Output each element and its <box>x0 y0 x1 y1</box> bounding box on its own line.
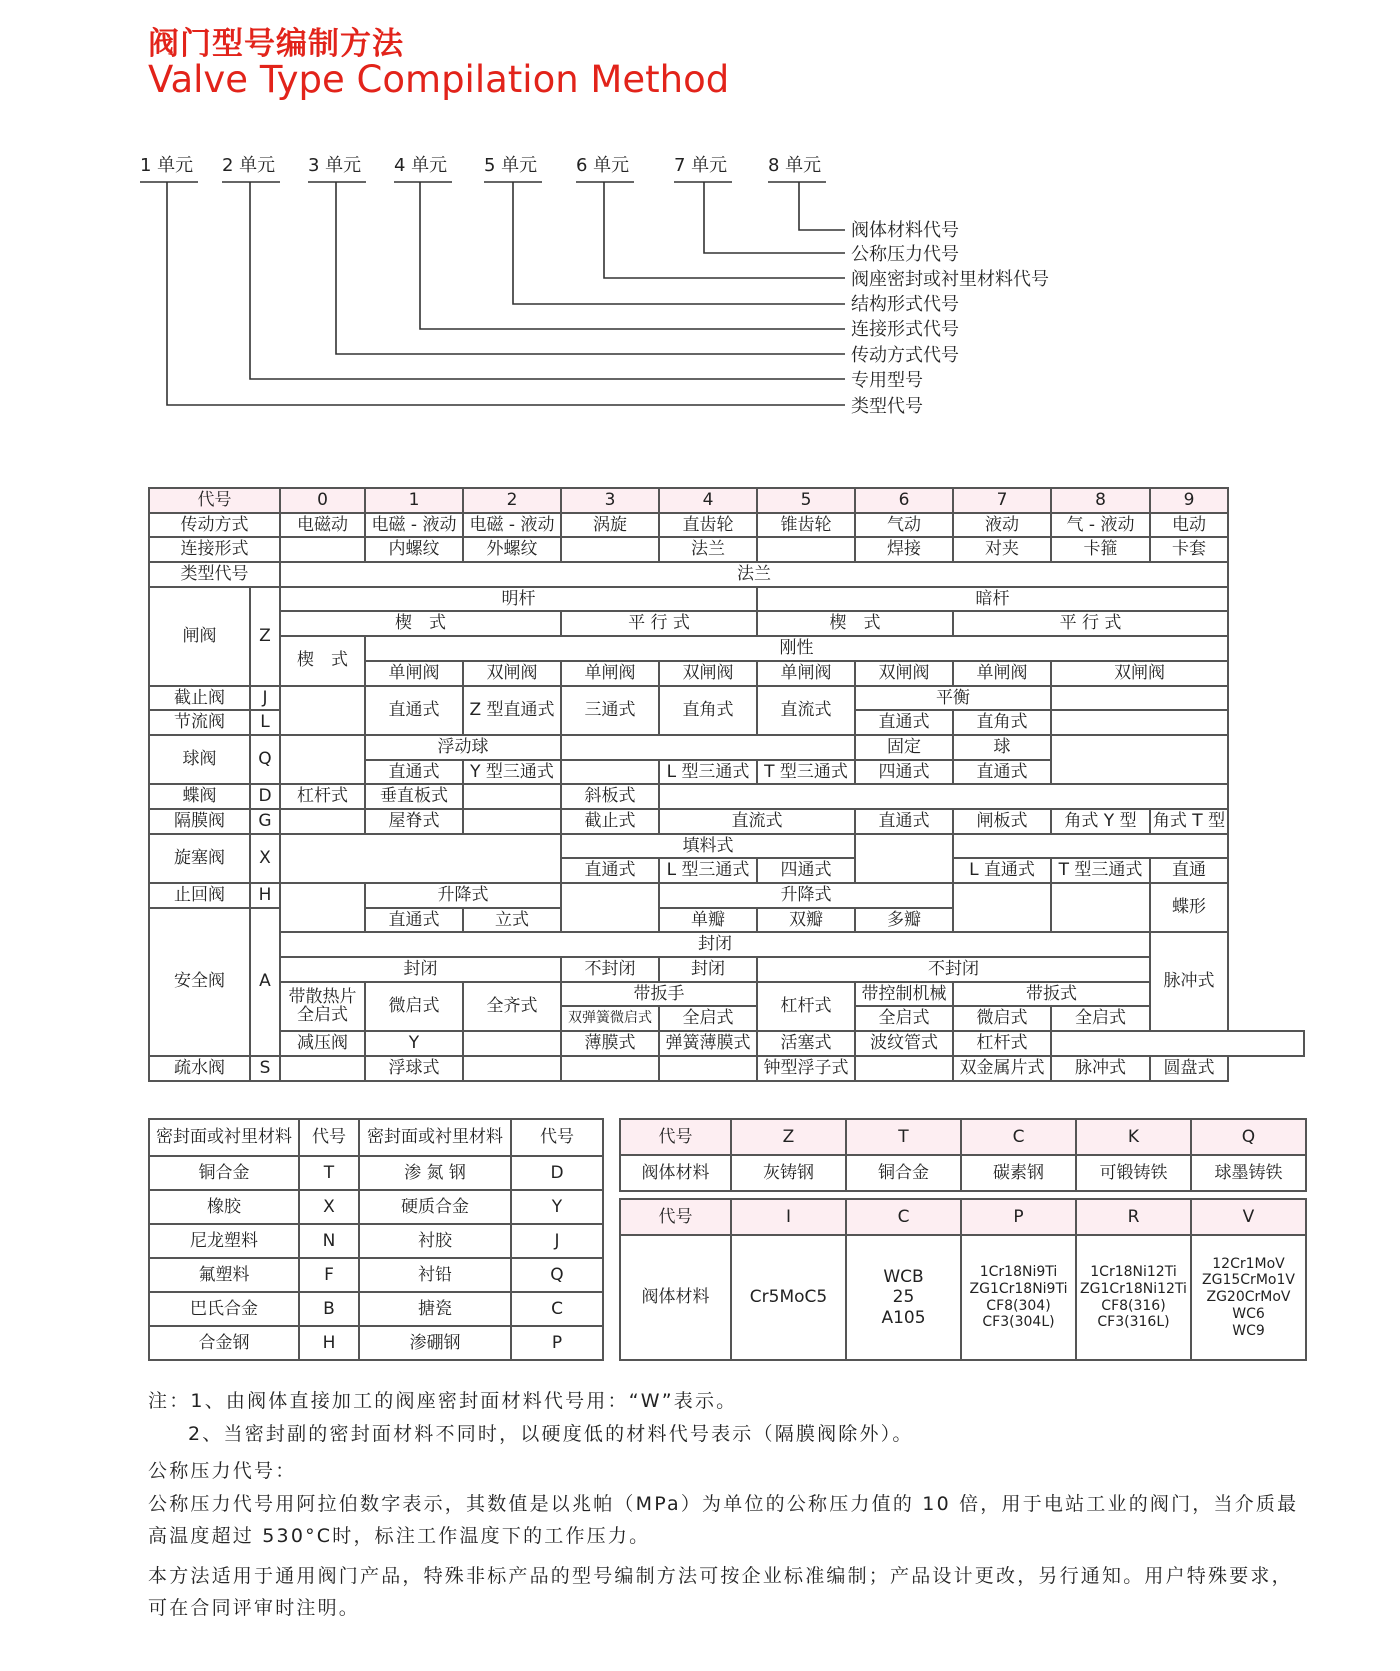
cell: J <box>511 1224 603 1258</box>
material-line: ZG1Cr18Ni9Ti <box>969 1280 1068 1297</box>
material-line: WC6 <box>1232 1305 1265 1322</box>
cell: 球 <box>953 735 1051 760</box>
cell: 明杆 <box>280 587 757 612</box>
cell: 全启式 <box>659 1006 757 1031</box>
cell: 角式 Y 型 <box>1051 809 1150 834</box>
cell: 直通 <box>1150 858 1228 883</box>
cell: 斜板式 <box>561 784 659 809</box>
cell <box>280 1056 365 1081</box>
pressure-heading: 公称压力代号： <box>148 1460 297 1482</box>
label-connection: 连接形式代号 <box>851 319 959 340</box>
cell <box>280 686 365 735</box>
cell: 直通式 <box>953 760 1051 785</box>
cell <box>659 1056 757 1081</box>
cell: 9 <box>1150 488 1228 513</box>
material-line: CF8(316) <box>1101 1297 1166 1314</box>
cell: 填料式 <box>561 834 855 859</box>
cell: 钟型浮子式 <box>757 1056 855 1081</box>
cell: 四通式 <box>855 760 953 785</box>
cell: 橡胶 <box>149 1190 299 1224</box>
cell: 隔膜阀 <box>149 809 250 834</box>
cell <box>463 1031 561 1056</box>
table-row <box>149 1292 603 1326</box>
cell: 直通式 <box>365 686 463 735</box>
cell: 不封闭 <box>757 957 1150 982</box>
table-row <box>149 735 1304 760</box>
cell: 固定 <box>855 735 953 760</box>
cell: 硬质合金 <box>359 1190 511 1224</box>
cell: 薄膜式 <box>561 1031 659 1056</box>
cell: X <box>250 834 280 883</box>
cell: 四通式 <box>757 858 855 883</box>
table-row <box>149 1031 1304 1056</box>
cell: 单闸阀 <box>365 661 463 686</box>
cell: Y 型三通式 <box>463 760 561 785</box>
cell: 带扳手 <box>561 982 757 1007</box>
cell: J <box>250 686 280 711</box>
cell: I <box>731 1199 846 1235</box>
material-line: WCB <box>883 1266 924 1287</box>
cell <box>1051 883 1150 932</box>
cell: 平 行 式 <box>953 611 1228 636</box>
cell <box>953 834 1228 859</box>
cell: Z 型直通式 <box>463 686 561 735</box>
cell: 止回阀 <box>149 883 250 908</box>
table-row <box>149 1326 603 1360</box>
cell: 单闸阀 <box>561 661 659 686</box>
material-line: 12Cr1MoV <box>1212 1255 1285 1272</box>
cell: 减压阀 <box>280 1031 365 1056</box>
cell <box>1051 710 1228 735</box>
cell: 7 <box>953 488 1051 513</box>
cell: C <box>846 1199 961 1235</box>
cell: 搪瓷 <box>359 1292 511 1326</box>
label-seat-seal: 阀座密封或衬里材料代号 <box>851 269 1049 290</box>
body-material-table-2 <box>619 1198 1307 1361</box>
cell: 球阀 <box>149 735 250 784</box>
cell: 连接形式 <box>149 537 280 562</box>
table-row <box>149 1224 603 1258</box>
cell: 杠杆式 <box>953 1031 1051 1056</box>
cell: 法兰 <box>659 537 757 562</box>
unit-6: 6 单元 <box>576 155 630 176</box>
cell: R <box>1076 1199 1191 1235</box>
cell: 双闸阀 <box>855 661 953 686</box>
pressure-text: 公称压力代号用阿拉伯数字表示，其数值是以兆帕（MPa）为单位的公称压力值的 10 倍，用于电站工业的阀门，当介质最高温度超过 530°C时，标注工作温度下的工作压力。 <box>148 1493 1299 1547</box>
cell: 直流式 <box>757 686 855 735</box>
cell: 0 <box>280 488 365 513</box>
cell: 1 <box>365 488 463 513</box>
cell: 铜合金 <box>846 1155 961 1191</box>
cell: 平衡 <box>855 686 1051 711</box>
cell: 双闸阀 <box>1051 661 1228 686</box>
cell: 楔 式 <box>757 611 953 636</box>
cell: 气 - 液动 <box>1051 513 1150 538</box>
cell <box>280 809 365 834</box>
cell: D <box>250 784 280 809</box>
cell: 卡套 <box>1150 537 1228 562</box>
cell: 三通式 <box>561 686 659 735</box>
material-line: A105 <box>881 1307 926 1328</box>
cell <box>280 537 365 562</box>
cell: 杠杆式 <box>280 784 365 809</box>
table-row <box>149 1190 603 1224</box>
cell: 密封面或衬里材料 <box>359 1119 511 1156</box>
cell: 涡旋 <box>561 513 659 538</box>
label-body-material: 阀体材料代号 <box>851 220 959 241</box>
cell: 碳素钢 <box>961 1155 1076 1191</box>
cell: 圆盘式 <box>1150 1056 1228 1081</box>
cell: Q <box>511 1258 603 1292</box>
cell <box>1051 735 1228 784</box>
cell: Q <box>250 735 280 784</box>
table-row <box>620 1119 1306 1155</box>
label-drive: 传动方式代号 <box>851 345 959 366</box>
material-line: ZG20CrMoV <box>1206 1289 1291 1306</box>
cell: Y <box>365 1031 463 1056</box>
cell <box>463 809 561 834</box>
material-line: ZG15CrMo1V <box>1202 1272 1295 1289</box>
table-row <box>149 982 1304 1007</box>
cell <box>561 1056 659 1081</box>
cell: 对夹 <box>953 537 1051 562</box>
cell: 单闸阀 <box>953 661 1051 686</box>
cell: 液动 <box>953 513 1051 538</box>
cell: 楔 式 <box>280 611 561 636</box>
cell: 传动方式 <box>149 513 280 538</box>
cell: 灰铸钢 <box>731 1155 846 1191</box>
unit-5: 5 单元 <box>484 155 538 176</box>
cell: A <box>250 908 280 1056</box>
cell: 铜合金 <box>149 1156 299 1190</box>
cell: 蝶形 <box>1150 883 1228 932</box>
table-row <box>149 1258 603 1292</box>
cell: H <box>250 883 280 908</box>
cell: 脉冲式 <box>1051 1056 1150 1081</box>
table-row <box>620 1155 1306 1191</box>
table-row <box>149 513 1304 538</box>
table-row <box>149 784 1304 809</box>
cell <box>961 1235 1076 1360</box>
cell: 脉冲式 <box>1150 932 1228 1031</box>
cell: 直流式 <box>659 809 855 834</box>
cell: 疏水阀 <box>149 1056 250 1081</box>
material-line: CF3(316L) <box>1097 1314 1170 1331</box>
valve-code-table <box>148 487 1305 1082</box>
cell: T 型三通式 <box>1051 858 1150 883</box>
material-line: 1Cr18Ni9Ti <box>979 1263 1058 1280</box>
table-row <box>620 1199 1306 1235</box>
cell: 代号 <box>299 1119 359 1156</box>
cell: 渗硼钢 <box>359 1326 511 1360</box>
cell: 闸阀 <box>149 587 250 686</box>
cell: 不封闭 <box>561 957 659 982</box>
table-row <box>149 1156 603 1190</box>
cell: 代号 <box>620 1119 731 1155</box>
cell <box>855 834 953 883</box>
cell <box>280 883 365 932</box>
cell <box>463 784 561 809</box>
cell: F <box>299 1258 359 1292</box>
cell <box>561 537 659 562</box>
cell: 球墨铸铁 <box>1191 1155 1306 1191</box>
cell: G <box>250 809 280 834</box>
cell: 截止阀 <box>149 686 250 711</box>
cell: 直通式 <box>855 710 953 735</box>
cell <box>659 784 1228 809</box>
cell: 阀体材料 <box>620 1235 731 1360</box>
cell: 全启式 <box>1051 1006 1150 1031</box>
cell: 3 <box>561 488 659 513</box>
cell: 平 行 式 <box>561 611 757 636</box>
cell: 密封面或衬里材料 <box>149 1119 299 1156</box>
cell: L <box>250 710 280 735</box>
cell: 单瓣 <box>659 908 757 933</box>
cell: 垂直板式 <box>365 784 463 809</box>
cell: 活塞式 <box>757 1031 855 1056</box>
cell: Q <box>1191 1119 1306 1155</box>
table-row <box>149 488 1304 513</box>
cell: 截止式 <box>561 809 659 834</box>
cell: 浮球式 <box>365 1056 463 1081</box>
unit-2: 2 单元 <box>222 155 276 176</box>
table-row <box>149 636 1304 661</box>
cell <box>280 834 561 883</box>
cell: 双金属片式 <box>953 1056 1051 1081</box>
cell: 代号 <box>511 1119 603 1156</box>
cell: 多瓣 <box>855 908 953 933</box>
label-structure: 结构形式代号 <box>851 294 959 315</box>
cell: 闸板式 <box>953 809 1051 834</box>
cell: 可锻铸铁 <box>1076 1155 1191 1191</box>
cell: 双弹簧微启式 <box>561 1006 659 1031</box>
unit-diagram <box>0 150 1400 435</box>
cell: T <box>299 1156 359 1190</box>
cell: 衬胶 <box>359 1224 511 1258</box>
table-row <box>149 1119 603 1156</box>
cell: 电磁 - 液动 <box>365 513 463 538</box>
cell: P <box>961 1199 1076 1235</box>
cell: 角式 T 型 <box>1150 809 1228 834</box>
cell: 升降式 <box>659 883 953 908</box>
cell: 内螺纹 <box>365 537 463 562</box>
cell: 气动 <box>855 513 953 538</box>
table-row <box>149 809 1304 834</box>
page-title-en: Valve Type Compilation Method <box>148 58 730 101</box>
cell: 升降式 <box>365 883 561 908</box>
cell: Cr5MoC5 <box>731 1235 846 1360</box>
cell <box>846 1235 961 1360</box>
cell: 带散热片全启式 <box>280 982 365 1031</box>
cell: X <box>299 1190 359 1224</box>
cell: 渗 氮 钢 <box>359 1156 511 1190</box>
cell: 全齐式 <box>463 982 561 1031</box>
table-row <box>149 562 1304 587</box>
cell: 直通式 <box>855 809 953 834</box>
scope-text: 本方法适用于通用阀门产品，特殊非标产品的型号编制方法可按企业标准编制；产品设计更改，另行通知。用户特殊要求，可在合同评审时注明。 <box>148 1565 1293 1619</box>
material-line: 25 <box>892 1287 915 1308</box>
cell: 直齿轮 <box>659 513 757 538</box>
cell: 杠杆式 <box>757 982 855 1031</box>
cell: 衬铅 <box>359 1258 511 1292</box>
cell: 屋脊式 <box>365 809 463 834</box>
cell <box>855 1056 953 1081</box>
cell: 阀体材料 <box>620 1155 731 1191</box>
note-1: 注：1、由阀体直接加工的阀座密封面材料代号用：“W”表示。 <box>148 1390 738 1412</box>
cell: Z <box>731 1119 846 1155</box>
cell: 单闸阀 <box>757 661 855 686</box>
cell: 微启式 <box>365 982 463 1031</box>
unit-8: 8 单元 <box>768 155 822 176</box>
cell: 卡箍 <box>1051 537 1150 562</box>
cell: 外螺纹 <box>463 537 561 562</box>
cell: 电磁动 <box>280 513 365 538</box>
cell: B <box>299 1292 359 1326</box>
pressure-section <box>148 1455 1308 1552</box>
cell: C <box>961 1119 1076 1155</box>
scope-section <box>148 1560 1308 1624</box>
cell: 直通式 <box>365 908 463 933</box>
cell: L 直通式 <box>953 858 1051 883</box>
label-type: 类型代号 <box>851 396 923 417</box>
cell: 微启式 <box>953 1006 1051 1031</box>
material-line: CF3(304L) <box>982 1314 1055 1331</box>
cell: P <box>511 1326 603 1360</box>
cell: 双闸阀 <box>463 661 561 686</box>
cell: 浮动球 <box>365 735 561 760</box>
cell: L 型三通式 <box>659 760 757 785</box>
cell: 带控制机械 <box>855 982 953 1007</box>
cell: 暗杆 <box>757 587 1228 612</box>
material-line: CF8(304) <box>986 1297 1051 1314</box>
cell: D <box>511 1156 603 1190</box>
cell: T 型三通式 <box>757 760 855 785</box>
unit-1: 1 单元 <box>140 155 194 176</box>
table-row <box>149 932 1304 957</box>
material-line: ZG1Cr18Ni12Ti <box>1080 1280 1187 1297</box>
page-title-cn: 阀门型号编制方法 <box>148 26 404 62</box>
cell: 8 <box>1051 488 1150 513</box>
material-line: WC9 <box>1232 1322 1265 1339</box>
cell: 4 <box>659 488 757 513</box>
cell: 巴氏合金 <box>149 1292 299 1326</box>
cell: 6 <box>855 488 953 513</box>
cell <box>561 760 659 785</box>
unit-3: 3 单元 <box>308 155 362 176</box>
cell: 焊接 <box>855 537 953 562</box>
cell <box>1191 1235 1306 1360</box>
cell: 法兰 <box>280 562 1228 587</box>
cell: 封闭 <box>280 932 1150 957</box>
cell: L 型三通式 <box>659 858 757 883</box>
cell: 带扳式 <box>953 982 1150 1007</box>
cell: 封闭 <box>659 957 757 982</box>
cell: 楔 式 <box>280 636 365 685</box>
cell: 合金钢 <box>149 1326 299 1360</box>
cell: 蝶阀 <box>149 784 250 809</box>
note-2: 2、当密封副的密封面材料不同时，以硬度低的材料代号表示（隔膜阀除外）。 <box>188 1423 914 1445</box>
cell <box>757 537 855 562</box>
cell: 尼龙塑料 <box>149 1224 299 1258</box>
cell <box>1051 686 1228 711</box>
unit-4: 4 单元 <box>394 155 448 176</box>
table-row <box>149 587 1304 612</box>
notes <box>148 1385 1308 1451</box>
table-row <box>149 611 1304 636</box>
cell <box>1051 1031 1304 1056</box>
label-nominal-pressure: 公称压力代号 <box>851 244 959 265</box>
cell: 刚性 <box>365 636 1228 661</box>
cell: 安全阀 <box>149 908 250 1056</box>
cell: S <box>250 1056 280 1081</box>
cell <box>280 735 365 784</box>
cell: 立式 <box>463 908 561 933</box>
seal-material-table <box>148 1118 604 1361</box>
cell: 直通式 <box>561 858 659 883</box>
cell: V <box>1191 1199 1306 1235</box>
table-row <box>149 834 1304 859</box>
cell <box>953 883 1051 932</box>
cell: K <box>1076 1119 1191 1155</box>
table-row <box>620 1235 1306 1360</box>
table-row <box>149 957 1304 982</box>
table-row <box>149 686 1304 711</box>
cell: 波纹管式 <box>855 1031 953 1056</box>
cell: 弹簧薄膜式 <box>659 1031 757 1056</box>
cell: 电动 <box>1150 513 1228 538</box>
table-row <box>149 1056 1304 1081</box>
cell: 旋塞阀 <box>149 834 250 883</box>
cell: Z <box>250 587 280 686</box>
cell: 5 <box>757 488 855 513</box>
cell <box>561 735 855 760</box>
cell: 全启式 <box>855 1006 953 1031</box>
cell <box>561 883 659 932</box>
cell: 节流阀 <box>149 710 250 735</box>
cell: T <box>846 1119 961 1155</box>
material-line: 1Cr18Ni12Ti <box>1090 1263 1177 1280</box>
cell <box>463 1056 561 1081</box>
cell: H <box>299 1326 359 1360</box>
table-row <box>149 537 1304 562</box>
cell: 直角式 <box>659 686 757 735</box>
cell: Y <box>511 1190 603 1224</box>
cell: 锥齿轮 <box>757 513 855 538</box>
cell: N <box>299 1224 359 1258</box>
cell: C <box>511 1292 603 1326</box>
table-row <box>149 883 1304 908</box>
cell: 直通式 <box>365 760 463 785</box>
cell: 代号 <box>620 1199 731 1235</box>
cell: 2 <box>463 488 561 513</box>
cell: 双闸阀 <box>659 661 757 686</box>
cell: 双瓣 <box>757 908 855 933</box>
cell: 类型代号 <box>149 562 280 587</box>
cell: 封闭 <box>280 957 561 982</box>
body-material-table-1 <box>619 1118 1307 1192</box>
cell: 电磁 - 液动 <box>463 513 561 538</box>
cell <box>1076 1235 1191 1360</box>
label-special: 专用型号 <box>851 370 923 391</box>
cell: 氟塑料 <box>149 1258 299 1292</box>
cell: 直角式 <box>953 710 1051 735</box>
unit-7: 7 单元 <box>674 155 728 176</box>
cell: 代号 <box>149 488 280 513</box>
